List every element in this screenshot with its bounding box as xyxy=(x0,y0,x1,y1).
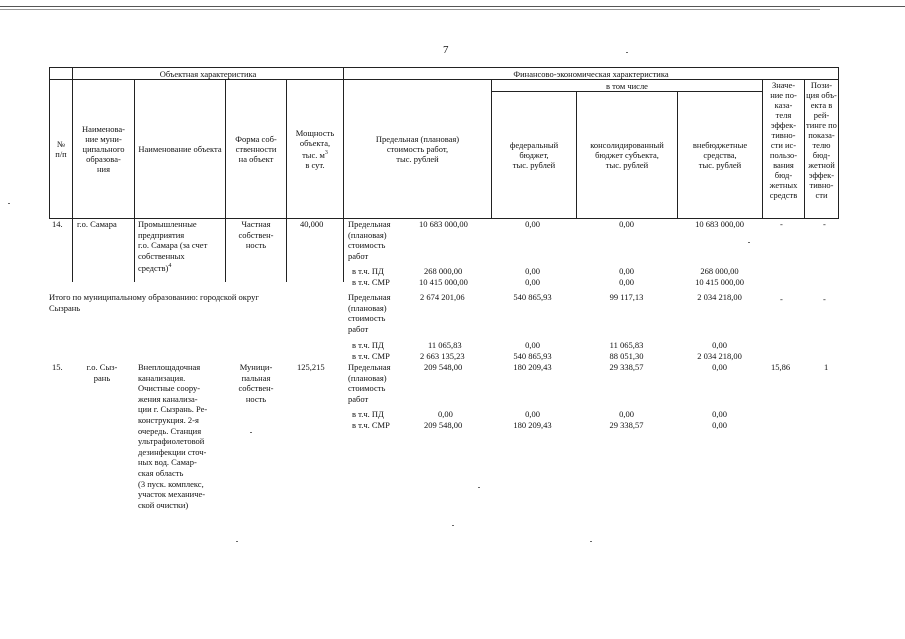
row14-extrabudget: 10 683 000,00 xyxy=(695,219,744,229)
header-efficiency: Значе- ние по- каза- теля эффек- тивно- сти ис- пользо- вания бюд- жетных средств xyxy=(763,80,805,219)
row14-pd-label: в т.ч. ПД xyxy=(352,266,384,276)
row14-smr-label: в т.ч. СМР xyxy=(352,277,390,287)
row15-smr-total: 209 548,00 xyxy=(424,420,463,430)
scan-edge-line xyxy=(0,9,820,10)
header-including: в том числе xyxy=(492,80,763,92)
row14-smr-total: 10 415 000,00 xyxy=(419,277,468,287)
header-consolidated: консолидированный бюджет субъекта, тыс. рублей xyxy=(577,92,678,219)
row15-cost-kind: Предельная (плановая) стоимость работ xyxy=(348,362,391,404)
header-total-cost: Предельная (плановая) стоимость работ, тыс. рублей xyxy=(344,80,492,219)
row14-total: 10 683 000,00 xyxy=(419,219,468,229)
row15-smr-federal: 180 209,43 xyxy=(513,420,552,430)
row15-total: 209 548,00 xyxy=(424,362,463,372)
subtotal-federal: 540 865,93 xyxy=(513,292,552,302)
column-divider xyxy=(134,218,135,282)
row15-smr-extrabudget: 0,00 xyxy=(712,420,727,430)
row15-rank: 1 xyxy=(824,362,829,372)
row15-pd-extrabudget: 0,00 xyxy=(712,409,727,419)
row15-smr-consolidated: 29 338,57 xyxy=(609,420,644,430)
row14-smr-consolidated: 0,00 xyxy=(619,277,634,287)
row14-num: 14. xyxy=(52,219,63,229)
row15-ownership: Муници- пальная собствен- ность xyxy=(238,362,274,404)
row15-pd-total: 0,00 xyxy=(438,409,453,419)
subtotal-consolidated: 99 117,13 xyxy=(609,292,644,302)
row14-smr-federal: 0,00 xyxy=(525,277,540,287)
header-ownership: Форма соб- ственности на объект xyxy=(226,80,287,219)
row15-pd-consolidated: 0,00 xyxy=(619,409,634,419)
header-capacity: Мощность объекта, тыс. $м^3$ в сут. xyxy=(287,80,344,219)
header-num: № п/п xyxy=(50,80,73,219)
subtotal-pd-extrabudget: 0,00 xyxy=(712,340,727,350)
header-finance-group: Финансово-экономическая характеристика xyxy=(344,68,839,80)
column-divider xyxy=(72,218,73,282)
header-rank: Пози- ция объ- екта в рей- тинге по показа- телю бюд- жетной эффек- тивно- сти xyxy=(805,80,839,219)
row15-municipality: г.о. Сыз- рань xyxy=(86,362,118,383)
row14-pd-extrabudget: 268 000,00 xyxy=(700,266,739,276)
row14-consolidated: 0,00 xyxy=(619,219,634,229)
row14-rank: - xyxy=(823,219,826,229)
row15-smr-label: в т.ч. СМР xyxy=(352,420,390,430)
scan-speck xyxy=(590,541,592,542)
subtotal-rank: - xyxy=(823,294,826,304)
header-extrabudget: внебюджетные средства, тыс. рублей xyxy=(678,92,763,219)
row14-pd-consolidated: 0,00 xyxy=(619,266,634,276)
scan-speck xyxy=(250,432,252,433)
subtotal-smr-extrabudget: 2 034 218,00 xyxy=(697,351,742,361)
row14-federal: 0,00 xyxy=(525,219,540,229)
column-divider xyxy=(286,218,287,282)
row15-extrabudget: 0,00 xyxy=(712,362,727,372)
scan-speck xyxy=(8,203,10,204)
subtotal-pd-label: в т.ч. ПД xyxy=(352,340,384,350)
header-object-group: Объектная характеристика xyxy=(73,68,344,80)
subtotal-extrabudget: 2 034 218,00 xyxy=(697,292,742,302)
subtotal-smr-federal: 540 865,93 xyxy=(513,351,552,361)
row15-object-name: Внеплощадочная канализация. Очистные соору- жения канализа- ции г. Сызрань. Ре- конструкция. 2-я очередь. Станция ультрафиолетовой дезинфекции сточ- ных вод. Самар- ская область (3 пуск. комплекс, участок механиче- ской очистки) xyxy=(138,362,208,510)
row15-efficiency: 15,86 xyxy=(771,362,791,372)
scan-speck xyxy=(452,525,454,526)
row14-pd-federal: 0,00 xyxy=(525,266,540,276)
scan-speck xyxy=(478,487,480,488)
subtotal-smr-total: 2 663 135,23 xyxy=(420,351,465,361)
row15-num: 15. xyxy=(52,362,63,372)
header-municipality: Наименова- ние муни- ципального образова- ния xyxy=(73,80,135,219)
row14-capacity: 40,000 xyxy=(300,219,324,229)
subtotal-pd-total: 11 065,83 xyxy=(428,340,462,350)
column-divider xyxy=(225,218,226,282)
subtotal-total: 2 674 201,06 xyxy=(420,292,465,302)
row15-pd-federal: 0,00 xyxy=(525,409,540,419)
subtotal-smr-consolidated: 88 051,30 xyxy=(609,351,644,361)
header-blank xyxy=(50,68,73,80)
row15-federal: 180 209,43 xyxy=(513,362,552,372)
subtotal-label: Итого по муниципальному образованию: городской округ Сызрань xyxy=(49,292,259,313)
scan-speck xyxy=(236,541,238,542)
header-object-name: Наименование объекта xyxy=(135,80,226,219)
column-divider xyxy=(343,218,344,282)
row15-consolidated: 29 338,57 xyxy=(609,362,644,372)
subtotal-efficiency: - xyxy=(780,294,783,304)
page-number: 7 xyxy=(443,44,449,56)
scan-speck xyxy=(748,242,750,243)
row14-municipality: г.о. Самара xyxy=(77,219,117,229)
row14-object-name: Промышленные предприятия г.о. Самара (за счет собственных средств)$^4$ xyxy=(138,219,208,274)
subtotal-pd-federal: 0,00 xyxy=(525,340,540,350)
header-federal: федеральный бюджет, тыс. рублей xyxy=(492,92,577,219)
header-table xyxy=(49,67,839,219)
row14-efficiency: - xyxy=(780,219,783,229)
row14-cost-kind: Предельная (плановая) стоимость работ xyxy=(348,219,391,261)
row14-pd-total: 268 000,00 xyxy=(424,266,463,276)
subtotal-cost-kind: Предельная (плановая) стоимость работ xyxy=(348,292,391,334)
row15-capacity: 125,215 xyxy=(297,362,325,372)
row14-ownership: Частная собствен- ность xyxy=(238,219,274,251)
subtotal-smr-label: в т.ч. СМР xyxy=(352,351,390,361)
row15-pd-label: в т.ч. ПД xyxy=(352,409,384,419)
subtotal-pd-consolidated: 11 065,83 xyxy=(609,340,644,350)
row14-smr-extrabudget: 10 415 000,00 xyxy=(695,277,744,287)
scan-speck xyxy=(626,52,628,53)
scan-edge-line xyxy=(0,6,905,7)
